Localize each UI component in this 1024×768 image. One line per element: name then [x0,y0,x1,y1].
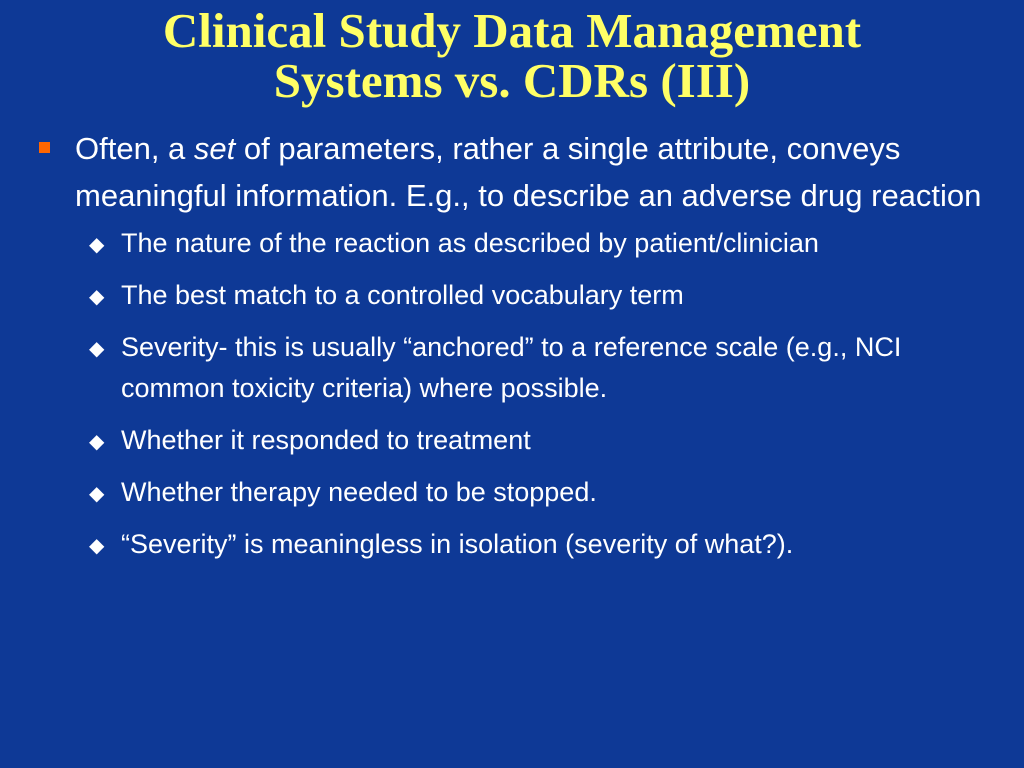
sub-bullet-point [89,420,941,461]
diamond-bullet-icon: ◆ [89,429,105,453]
sub-bullet-point [89,223,941,264]
sub-bullet-point [89,275,941,316]
diamond-bullet-icon: ◆ [89,533,105,557]
sub-point-text: The best match to a controlled vocabulary term [121,280,684,310]
slide-title [0,3,1024,108]
main-point-emphasis: set [193,131,236,166]
sub-bullet-list [0,223,1024,565]
sub-point-text: Whether it responded to treatment [121,425,531,455]
main-bullet-point [75,125,995,219]
main-point-text-end: of parameters, rather a single attribute, conveys meaningful information. E.g., to describe an adverse drug reaction [75,131,982,213]
slide-title-line-2: Systems vs. CDRs (III) [273,53,751,108]
sub-point-text: The nature of the reaction as described by patient/clinician [121,228,819,258]
sub-bullet-point [89,524,941,565]
slide-title-line-1: Clinical Study Data Management [162,3,862,58]
diamond-bullet-icon: ◆ [89,284,105,308]
main-point-text-start: Often, a [75,131,194,166]
sub-bullet-point [89,472,941,513]
slide-body [0,125,1024,576]
diamond-bullet-icon: ◆ [89,481,105,505]
diamond-bullet-icon: ◆ [89,232,105,256]
diamond-bullet-icon: ◆ [89,336,105,360]
square-bullet-icon [39,142,50,153]
sub-point-text: Severity- this is usually “anchored” to a reference scale (e.g., NCI common toxicity criteria) where possible. [121,332,902,403]
sub-point-text: “Severity” is meaningless in isolation (severity of what?). [121,529,794,559]
sub-bullet-point [89,327,941,409]
sub-point-text: Whether therapy needed to be stopped. [121,477,597,507]
